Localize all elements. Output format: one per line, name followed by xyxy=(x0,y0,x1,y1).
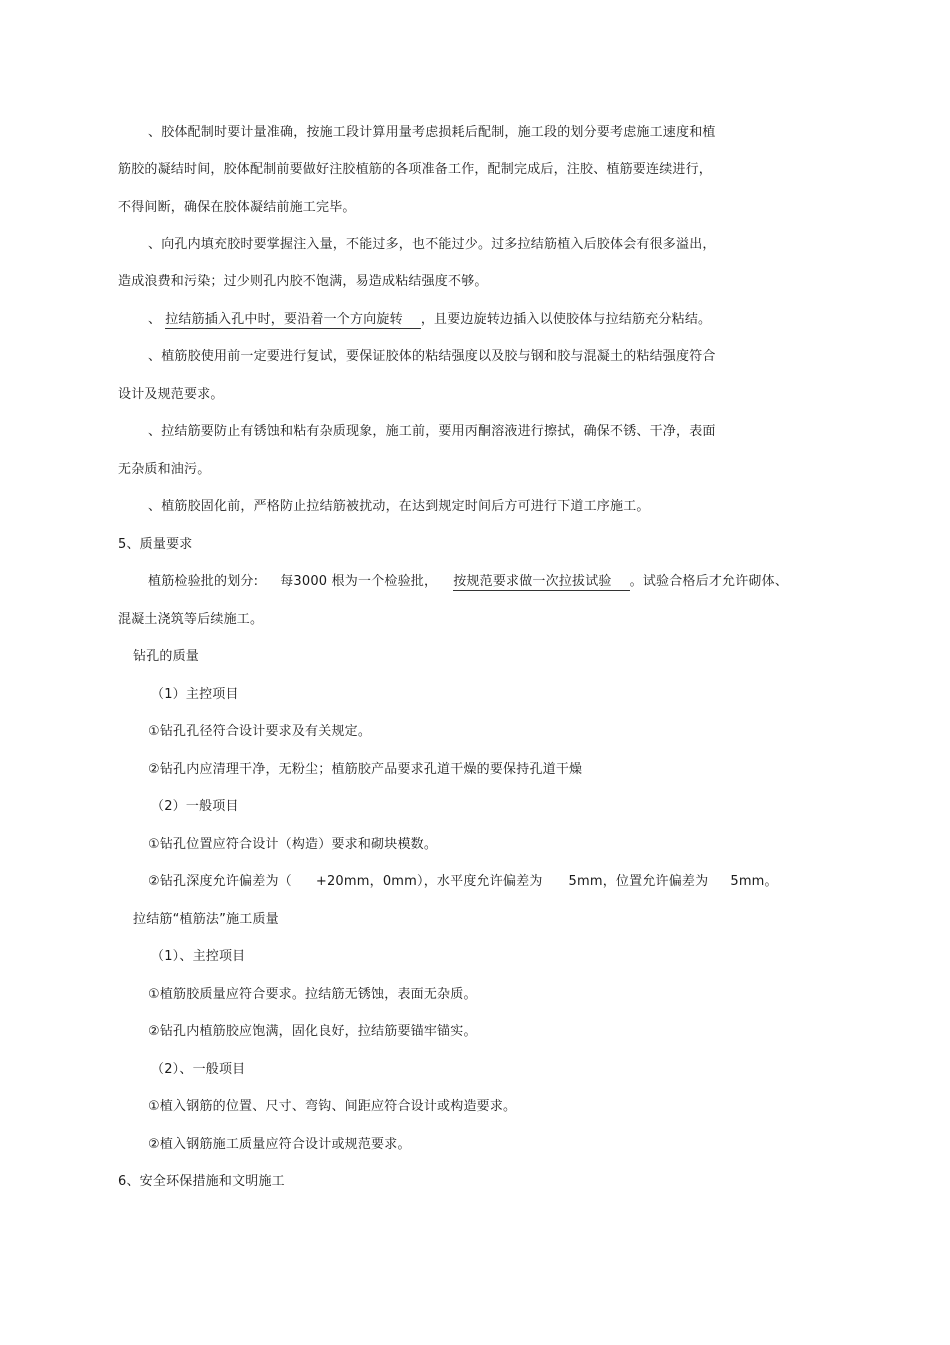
drill-general-item-1: ①钻孔位置应符合设计（构造）要求和砌块模数。 xyxy=(148,837,438,852)
paragraph-retest-line-1: 、植筋胶使用前一定要进行复试，要保证胶体的粘结强度以及胶与钢和胶与混凝土的粘结强度符合 xyxy=(148,349,716,364)
depth-tolerance-label: ②钻孔深度允许偏差为（ xyxy=(148,874,292,889)
tie-main-item-2: ②钻孔内植筋胶应饱满，固化良好，拉结筋要锚牢锚实。 xyxy=(148,1024,477,1039)
paragraph-glue-mixing-line-1: 、胶体配制时要计量准确，按施工段计算用量考虑损耗后配制，施工段的划分要考虑施工速度和植 xyxy=(148,125,716,140)
section-5-heading: 5、质量要求 xyxy=(118,537,193,552)
drill-general-items-heading: （2）一般项目 xyxy=(151,799,239,814)
tie-general-items-heading: （2）、一般项目 xyxy=(151,1062,246,1077)
batch-test-underlined: 按规范要求做一次拉拔试验 xyxy=(453,573,629,591)
inspection-batch-line-2: 混凝土浇筑等后续施工。 xyxy=(118,612,264,627)
position-tolerance: 5mm，位置允许偏差为 xyxy=(568,874,709,889)
paragraph-rotation xyxy=(148,311,711,329)
paragraph-curing: 、植筋胶固化前，严格防止拉结筋被扰动，在达到规定时间后方可进行下道工序施工。 xyxy=(148,499,650,514)
paragraph-glue-mixing-line-3: 不得间断，确保在胶体凝结前施工完毕。 xyxy=(118,200,356,215)
section-6-heading: 6、安全环保措施和文明施工 xyxy=(118,1174,285,1189)
batch-label: 植筋检验批的划分: xyxy=(148,574,259,589)
batch-tail: 。试验合格后才允许砌体、 xyxy=(629,574,789,589)
tie-general-item-2: ②植入钢筋施工质量应符合设计或规范要求。 xyxy=(148,1137,411,1152)
drill-main-item-2: ②钻孔内应清理干净，无粉尘；植筋胶产品要求孔道干燥的要保持孔道干燥 xyxy=(148,762,583,777)
position-tolerance-value: 5mm。 xyxy=(730,874,778,889)
rotation-prefix: 、 xyxy=(148,312,162,327)
tie-main-items-heading: （1）、主控项目 xyxy=(151,949,246,964)
depth-tolerance-values: +20mm，0mm），水平度允许偏差为 xyxy=(315,874,543,889)
drill-main-items-heading: （1）主控项目 xyxy=(151,687,239,702)
tie-general-item-1: ①植入钢筋的位置、尺寸、弯钩、间距应符合设计或构造要求。 xyxy=(148,1099,517,1114)
rotation-underlined-text: 拉结筋插入孔中时，要沿着一个方向旋转 xyxy=(165,311,421,329)
paragraph-glue-mixing-line-2: 筋胶的凝结时间，胶体配制前要做好注胶植筋的各项准备工作，配制完成后，注胶、植筋要连续进行， xyxy=(118,162,713,177)
paragraph-hole-filling-line-1: 、向孔内填充胶时要掌握注入量，不能过多，也不能过少。过多拉结筋植入后胶体会有很多溢出， xyxy=(148,237,716,252)
drill-general-item-2 xyxy=(148,873,778,891)
inspection-batch-line-1 xyxy=(148,573,788,591)
tie-bar-quality-heading: 拉结筋“植筋法”施工质量 xyxy=(133,912,279,927)
paragraph-rust-line-2: 无杂质和油污。 xyxy=(118,462,211,477)
rotation-suffix: ，且要边旋转边插入以使胶体与拉结筋充分粘结。 xyxy=(420,312,712,327)
tie-main-item-1: ①植筋胶质量应符合要求。拉结筋无锈蚀，表面无杂质。 xyxy=(148,987,477,1002)
drill-quality-heading: 钻孔的质量 xyxy=(133,649,200,664)
paragraph-hole-filling-line-2: 造成浪费和污染；过少则孔内胶不饱满，易造成粘结强度不够。 xyxy=(118,274,488,289)
drill-main-item-1: ①钻孔孔径符合设计要求及有关规定。 xyxy=(148,724,372,739)
paragraph-rust-line-1: 、拉结筋要防止有锈蚀和粘有杂质现象，施工前，要用丙酮溶液进行擦拭，确保不锈、干净，表面 xyxy=(148,424,716,439)
paragraph-retest-line-2: 设计及规范要求。 xyxy=(118,387,224,402)
batch-rule: 每3000 根为一个检验批， xyxy=(280,574,438,589)
